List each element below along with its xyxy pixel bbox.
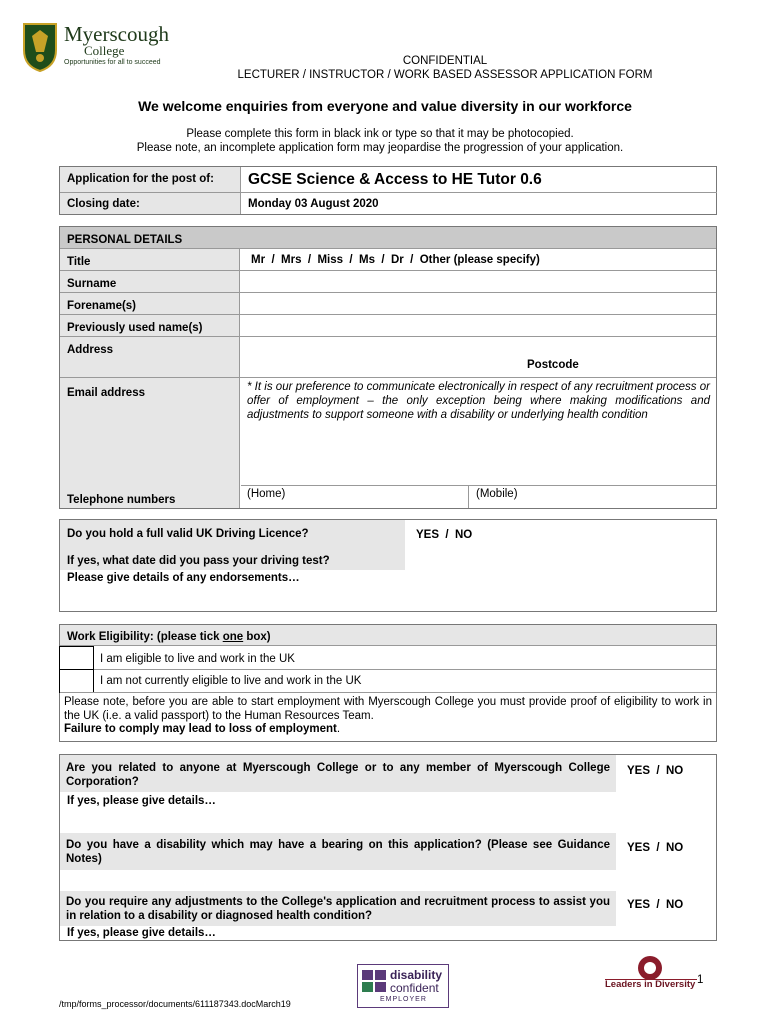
eligibility-table [59, 624, 717, 742]
logo-tagline: Opportunities for all to succeed [64, 59, 161, 66]
disability-yesno[interactable]: YES / NO [627, 842, 684, 854]
related-details-label: If yes, please give details… [67, 795, 216, 807]
forenames-label: Forename(s) [67, 300, 137, 312]
title-label: Title [67, 256, 91, 268]
instruction-2: Please note, an incomplete application form may jeopardise the progression of your application. [136, 142, 624, 154]
logo-sub: College [84, 43, 125, 58]
adjustments-question: Do you require any adjustments to the College's application and recruitment process to assist you in relation to a disability or diagnosed health condition? [66, 896, 610, 922]
lid-emblem-icon [635, 955, 665, 981]
closing-label: Closing date: [67, 198, 140, 210]
post-value: GCSE Science & Access to HE Tutor 0.6 [248, 171, 542, 188]
dc-squares-icon [362, 970, 388, 994]
footer-path: /tmp/forms_processor/documents/611187343.docMarch19 [59, 999, 291, 1009]
related-details-field[interactable] [60, 809, 716, 833]
previous-names-label: Previously used name(s) [67, 322, 203, 334]
address-label: Address [67, 344, 114, 356]
not-eligible-checkbox[interactable] [59, 669, 94, 693]
postcode-label: Postcode [527, 359, 579, 371]
adjustments-details-label: If yes, please give details… [67, 927, 216, 939]
related-yesno[interactable]: YES / NO [627, 765, 684, 777]
form-title: LECTURER / INSTRUCTOR / WORK BASED ASSESSOR APPLICATION FORM [237, 69, 653, 81]
mobile-phone-field[interactable]: (Mobile) [476, 488, 518, 500]
endorsements-field[interactable] [60, 586, 716, 611]
driving-q1: Do you hold a full valid UK Driving Licence? [67, 528, 309, 540]
address-field[interactable] [241, 337, 716, 377]
title-options[interactable]: Mr / Mrs / Miss / Ms / Dr / Other (please specify) [251, 254, 540, 266]
eligibility-heading: Work Eligibility: (please tick one box) [67, 631, 271, 643]
telephone-label: Telephone numbers [67, 494, 176, 506]
driving-yesno[interactable]: YES / NO [416, 529, 473, 541]
disability-confident-logo: disability confident EMPLOYER [357, 964, 449, 1008]
home-phone-field[interactable]: (Home) [247, 488, 286, 500]
previous-names-field[interactable] [241, 315, 716, 336]
eligible-checkbox[interactable] [59, 646, 94, 670]
closing-value: Monday 03 August 2020 [248, 198, 379, 210]
disability-field[interactable] [60, 870, 716, 891]
email-note: * It is our preference to communicate electronically in respect of any recruitment process or offer of employment – the only exception being where making modifications and adjustments to support someone with a disability or underlying health condition [247, 381, 710, 421]
email-label: Email address [67, 387, 145, 399]
adjustments-yesno[interactable]: YES / NO [627, 899, 684, 911]
post-label: Application for the post of: [67, 173, 214, 185]
surname-field[interactable] [241, 271, 716, 292]
post-table [59, 166, 717, 215]
eligibility-warning: Failure to comply may lead to loss of employment. [64, 723, 341, 735]
page-number: 1 [697, 974, 704, 986]
instruction-1: Please complete this form in black ink or type so that it may be photocopied. [186, 128, 574, 140]
related-question: Are you related to anyone at Myerscough College or to any member of Myerscough College Corporation? [66, 762, 610, 788]
eligibility-note: Please note, before you are able to start employment with Myerscough College you must provide proof of eligibility to work in the UK (i.e. a valid passport) to the Human Resources Team. [64, 696, 712, 722]
driving-q2: If yes, what date did you pass your driving test? [67, 555, 330, 567]
personal-details-table [59, 226, 717, 509]
confidential-label: CONFIDENTIAL [402, 55, 488, 67]
email-field[interactable] [241, 437, 716, 485]
forenames-field[interactable] [241, 293, 716, 314]
not-eligible-option-label: I am not currently eligible to live and work in the UK [100, 675, 362, 687]
driving-q3: Please give details of any endorsements… [67, 572, 300, 584]
welcome-heading: We welcome enquiries from everyone and value diversity in our workforce [138, 98, 632, 114]
leaders-in-diversity-logo: Leaders in Diversity [602, 955, 698, 995]
eligible-option-label: I am eligible to live and work in the UK [100, 653, 295, 665]
personal-heading: PERSONAL DETAILS [67, 234, 183, 246]
disability-question: Do you have a disability which may have a bearing on this application? (Please see Guidance Notes) [66, 839, 610, 865]
surname-label: Surname [67, 278, 117, 290]
driving-table [59, 519, 717, 612]
declarations-table [59, 754, 717, 941]
logo-name: Myerscough [64, 22, 169, 46]
